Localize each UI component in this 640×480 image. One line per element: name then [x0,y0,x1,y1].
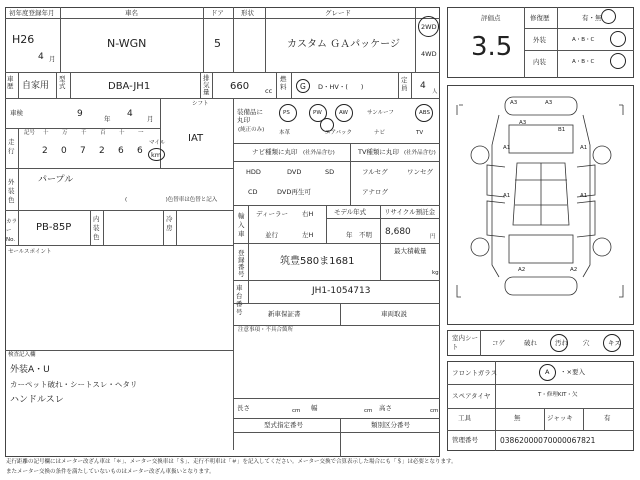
recycle-label: リサイクル預託金 [384,208,436,216]
tools-label: 工具 [458,414,471,422]
note-line-3: ハンドルスレ [10,395,64,405]
history-label: 車歴 [7,75,14,90]
navi-sd: SD [325,168,335,176]
capacity-unit: 人 [432,89,438,95]
model-year: 年 不明 [346,231,372,239]
mileage-digit-header: 百 [100,130,106,136]
score-value: 3.5 [471,32,513,62]
import-dealer: ディーラー [256,210,288,218]
mileage-digit-header: 千 [81,130,87,136]
shift-value: IAT [188,133,204,144]
score-label: 評価点 [481,14,501,22]
category-label: 類別区分番号 [371,421,410,429]
equipment-item: AW [339,110,348,116]
type-designation-label: 型式指定番号 [264,421,303,429]
interior-c-circle [610,53,626,69]
import-parallel: 並行 [265,231,278,239]
management-label: 管理番号 [452,436,478,444]
width-label: 幅 [311,404,318,412]
km-unit: km [151,151,162,159]
tv-oneseg: ワンセグ [407,168,433,176]
fuel-g: G [300,82,306,91]
grade-label: グレード [325,9,351,17]
footer-line-2: またメーター交換の条件を満たしていないものはメーター改ざん車扱いとなります。 [6,469,215,475]
repair-history-opts: 有・無 [582,14,602,22]
windshield-label: フロントガラス [452,369,498,377]
equipment-sublabel: (純正のみ) [238,127,265,133]
interior-opt: コゲ [492,339,505,347]
model-year-label: モデル年式 [334,208,367,216]
windshield-opts: ・×要入 [560,368,585,376]
interior-opt: キズ [608,339,621,347]
mile-unit: マイル [149,140,166,146]
interior-scratch-circle [603,334,621,352]
mileage-digit-header: 万 [62,130,68,136]
interior-grades: A・B・C [572,59,595,65]
width-unit: cm [364,408,373,414]
footer-line-1: 走行距離の記号欄にはメーター改ざん車は「＊」、メーター交換車は「＄」、走行不明車は「＃」を記入してください。メーター交換で合算表示した場合にも「＄」は必要となります。 [6,459,457,465]
navi-label: ナビ種類に丸印 [252,148,298,156]
note-line-2: カーペット破れ・シートスレ・ヘタリ [10,380,138,389]
equipment-item: サンルーフ [367,110,394,116]
diagram-label: A1 [580,145,588,151]
equipment-item-2: ナビ [374,130,386,136]
color-note: ( )色替車は色替と記入 [125,197,218,203]
tv-fullseg: フルセグ [362,168,388,176]
navi-dvd: DVD [287,168,302,176]
length-label: 長さ [237,404,250,412]
shape-label: 形状 [241,9,254,17]
mileage-digit-header: 十 [43,130,49,136]
drive-4wd: 4WD [421,50,437,58]
equipment-item: ABS [419,110,430,116]
tv-analog: アナログ [362,188,388,196]
recycle-unit: 円 [430,234,436,240]
diagram-label: A3 [519,120,527,126]
reg-number-label: 登録番号 [238,249,245,278]
tv-label: TV種類に丸印 [358,148,399,156]
exterior-grades: A・B・C [572,37,595,43]
model-label: 型式 [59,75,66,90]
import-label: 輸入車 [238,212,245,238]
interior-opt: 破れ [524,339,537,347]
diagram-label: A1 [503,145,511,151]
interior-label: 内装 [533,58,546,66]
mileage-digit: 0 [61,146,67,156]
equipment-circle [415,104,433,122]
windshield-a: A [545,368,550,376]
drive-2wd: 2WD [421,23,437,31]
diagram-label: B1 [558,127,566,133]
cc-unit: cc [265,87,273,95]
doors: 5 [214,37,221,50]
height-label: 高さ [379,404,392,412]
jack-label: ジャッキ [547,414,573,422]
management-number: 03862000070000067821 [500,436,596,445]
use-type: 自家用 [22,81,50,91]
sales-point-label: セールスポイント [8,249,52,255]
color-code: PB-85P [36,222,72,233]
jack-value: 有 [604,414,611,422]
reg-month: 4 [38,52,44,62]
spare-tire-opts: T・修理KIT・欠 [538,392,578,398]
exterior-label: 外装 [533,36,546,44]
equipment-item-2: 本革 [279,130,291,136]
spare-tire-label: スペアタイヤ [452,392,491,400]
reg-month-unit: 月 [49,55,56,63]
shift-label: シフト [192,101,209,107]
mileage-digit-header: 一 [138,130,144,136]
diagram-label: A3 [545,100,553,106]
diagram-label: A1 [580,193,588,199]
car-name-label: 車名 [125,9,138,17]
inspection-label: 車検 [10,109,23,117]
navi-hdd: HDD [246,168,261,176]
displacement-label: 排気量 [203,74,210,96]
interior-opt: 穴 [583,339,590,347]
airbag-circle [320,118,334,132]
interior-color-label: 内装色 [93,215,100,241]
max-load-unit: kg [432,270,439,276]
equipment-item-2: TV [416,130,424,136]
reg-number: 筑豊580ま1681 [280,256,355,267]
interior-opt: 汚れ [555,339,568,347]
navi-sub: (社外品含む) [303,150,335,156]
equipment-item: PS [283,110,290,116]
inspection-year-unit: 年 [104,115,111,123]
warranty-doc: 新車保証書 [268,310,301,318]
reg-year: H26 [12,33,35,46]
car-name: N-WGN [107,37,147,50]
displacement: 660 [230,81,250,92]
import-left: 左H [302,231,314,239]
fuel-label: 燃料 [280,75,287,91]
max-load-label: 最大積載量 [394,247,427,255]
diagram-label: A2 [518,267,526,273]
length-unit: cm [292,408,301,414]
diagram-label: A1 [503,193,511,199]
note-line-1: 外装A・U [10,365,50,375]
mileage-digit-header: 十 [119,130,125,136]
reg-year-label: 初年度登録年月 [9,9,55,17]
import-right: 右H [302,210,314,218]
mileage-digit: 6 [137,146,143,156]
navi-dvd-play: DVD再生可 [277,188,311,196]
inspection-month-unit: 月 [147,115,154,123]
grade-value: カスタム ＧＡパッケージ [287,39,400,50]
car-diagram [447,85,634,325]
navi-cd: CD [248,188,258,196]
color-value: パープル [38,175,74,185]
cooling-label: 冷房 [166,215,173,232]
color-code-label: カラーNo. [6,219,18,243]
chassis-label: 車台番号 [236,284,243,316]
equipment-item: PW [313,110,322,116]
door-label: ドア [211,9,224,17]
interior-dirt-circle [550,334,568,352]
caution-label: 注意事項・不具合箇所 [238,327,294,333]
mileage-digit: 2 [99,146,105,156]
mileage-digit: 6 [118,146,124,156]
diagram-label: A2 [570,267,578,273]
recycle-value: 8,680 [385,227,411,237]
inspector-label: 検査記入欄 [8,352,36,358]
repair-none-circle [601,9,616,24]
equipment-label: 装備品に丸印 [237,108,263,124]
interior-seat-label: 室内シート [452,334,478,351]
equipment-circle [279,104,297,122]
capacity: 4 [420,81,426,91]
tv-sub: (社外品含む) [404,150,436,156]
exterior-c-circle [610,31,626,47]
equipment-circle [335,104,353,122]
mileage-digit: 7 [80,146,86,156]
inspection-month: 4 [127,109,133,119]
fuel-options: D・HV・( ) [318,83,364,91]
capacity-label: 定員 [401,76,408,92]
chassis-number: JH1-1054713 [312,286,371,296]
manual-doc: 車両取説 [381,310,407,318]
mileage-label: 走行 [8,138,15,155]
tools-value: 無 [514,414,521,422]
mileage-note-label: 記号 [24,130,36,136]
repair-history-label: 修復歴 [530,14,550,22]
equipment-item-2: エアバック [325,130,353,136]
color-label: 外装色 [8,178,15,204]
model-value: DBA-JH1 [108,81,151,92]
inspection-year: 9 [77,109,83,119]
mileage-digit: 2 [42,146,48,156]
height-unit: cm [430,408,439,414]
diagram-label: A3 [510,100,518,106]
